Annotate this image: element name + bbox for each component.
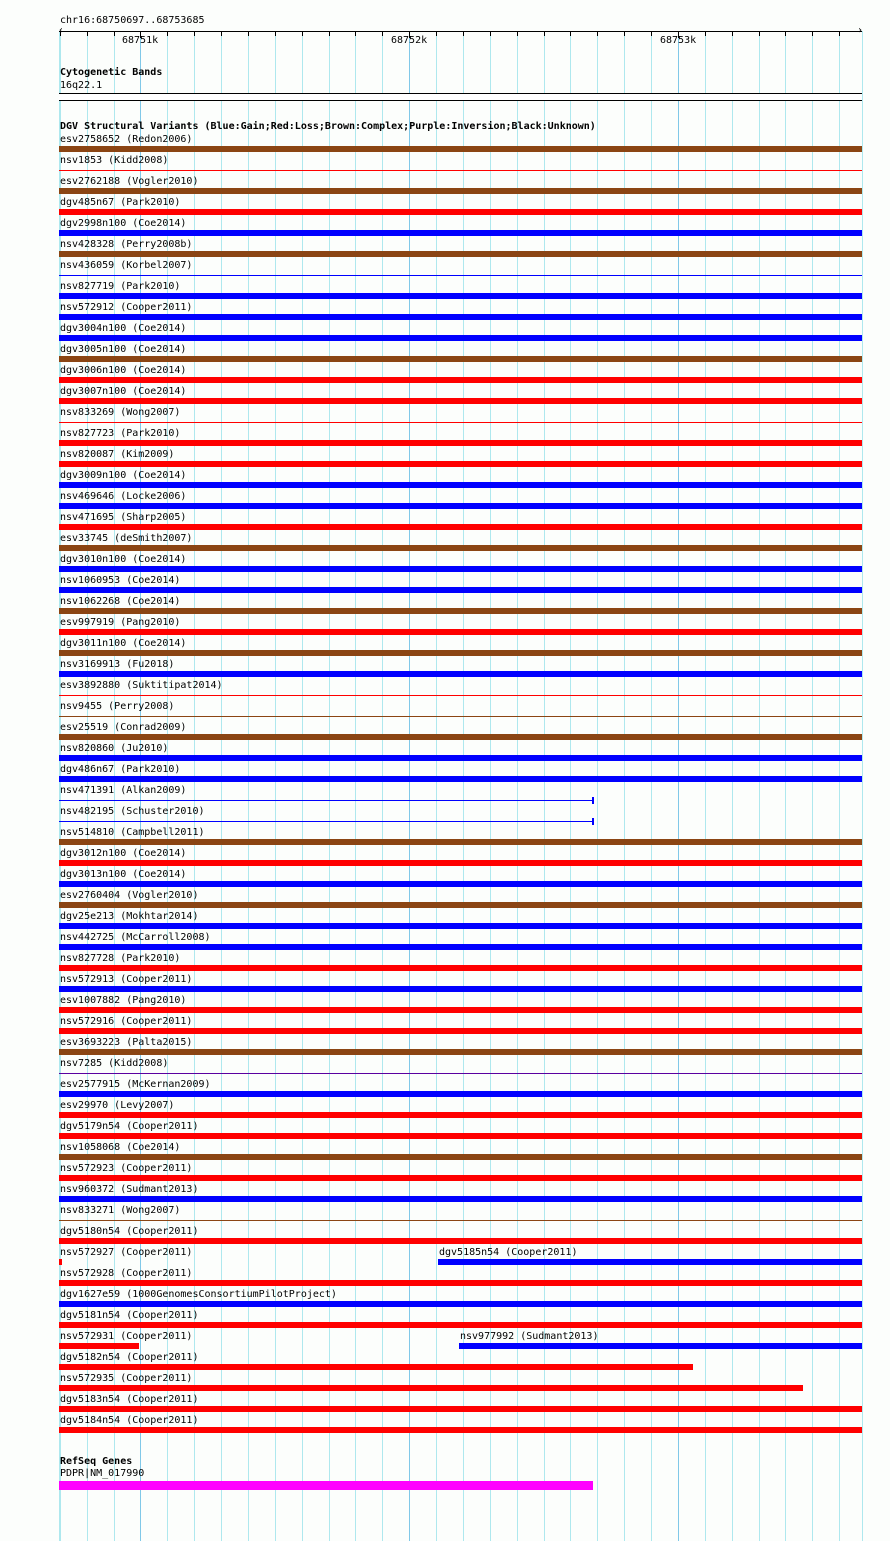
variant-label: nsv9455 (Perry2008) xyxy=(60,701,175,712)
cytoband-label: 16q22.1 xyxy=(60,80,103,91)
variant-line[interactable] xyxy=(59,170,862,171)
variant-bar[interactable] xyxy=(59,671,862,677)
variant-bar[interactable] xyxy=(59,1028,862,1034)
variant-bar[interactable] xyxy=(59,608,862,614)
variant-label: nsv1853 (Kidd2008) xyxy=(60,155,169,166)
variant-label: nsv1062268 (Coe2014) xyxy=(60,596,181,607)
ruler-label: 68753k xyxy=(660,35,697,46)
variant-label: nsv436059 (Korbel2007) xyxy=(60,260,193,271)
variant-bar[interactable] xyxy=(59,902,862,908)
variant-bar[interactable] xyxy=(59,398,862,404)
variant-bar[interactable] xyxy=(59,146,862,152)
variant-line[interactable] xyxy=(59,275,862,276)
grid-line xyxy=(570,31,571,1541)
variant-bar[interactable] xyxy=(59,503,862,509)
grid-line xyxy=(651,31,652,1541)
variant-label: nsv469646 (Locke2006) xyxy=(60,491,187,502)
grid-line xyxy=(624,31,625,1541)
variant-bar[interactable] xyxy=(59,1196,862,1202)
variant-bar[interactable] xyxy=(59,860,862,866)
cytoband-16q22.1[interactable] xyxy=(59,93,862,101)
variant-label: nsv960372 (Sudmant2013) xyxy=(60,1184,199,1195)
variant-label: dgv3007n100 (Coe2014) xyxy=(60,386,187,397)
variant-label: dgv3009n100 (Coe2014) xyxy=(60,470,187,481)
grid-line xyxy=(732,31,733,1541)
grid-line xyxy=(517,31,518,1541)
variant-label: nsv1060953 (Coe2014) xyxy=(60,575,181,586)
variant-label: nsv977992 (Sudmant2013) xyxy=(460,1331,599,1342)
variant-label: dgv5183n54 (Cooper2011) xyxy=(60,1394,199,1405)
variant-label: nsv482195 (Schuster2010) xyxy=(60,806,205,817)
variant-bar[interactable] xyxy=(59,1175,862,1181)
variant-bar[interactable] xyxy=(59,1091,862,1097)
variant-bar[interactable] xyxy=(59,188,862,194)
variant-bar[interactable] xyxy=(59,545,862,551)
variant-bar[interactable] xyxy=(59,1406,862,1412)
gene-feature-pdpr[interactable] xyxy=(59,1481,593,1490)
location-label: chr16:68750697..68753685 xyxy=(60,15,205,26)
variant-bar[interactable] xyxy=(59,566,862,572)
variant-line[interactable] xyxy=(59,716,862,717)
grid-line xyxy=(862,31,863,1541)
variant-label: esv29970 (Levy2007) xyxy=(60,1100,175,1111)
grid-line xyxy=(302,31,303,1541)
grid-line xyxy=(329,31,330,1541)
variant-label: dgv1627e59 (1000GenomesConsortiumPilotProject) xyxy=(60,1289,337,1300)
variant-bar[interactable] xyxy=(59,356,862,362)
variant-label: esv2760404 (Vogler2010) xyxy=(60,890,199,901)
variant-bar[interactable] xyxy=(59,293,862,299)
variant-label: nsv442725 (McCarroll2008) xyxy=(60,932,211,943)
grid-line xyxy=(436,31,437,1541)
ruler-left-arrow[interactable]: ‹ xyxy=(58,25,65,36)
variant-bar[interactable] xyxy=(59,230,862,236)
variant-bar[interactable] xyxy=(59,965,862,971)
variant-bar[interactable] xyxy=(59,524,862,530)
variant-bar[interactable] xyxy=(59,776,862,782)
variant-bar[interactable] xyxy=(59,944,862,950)
variant-label: esv2762188 (Vogler2010) xyxy=(60,176,199,187)
variant-bar[interactable] xyxy=(59,314,862,320)
gene-label: PDPR|NM_017990 xyxy=(60,1468,145,1479)
variant-label: nsv827719 (Park2010) xyxy=(60,281,181,292)
variant-bar[interactable] xyxy=(59,1343,139,1349)
variant-bar[interactable] xyxy=(59,1049,862,1055)
grid-line xyxy=(463,31,464,1541)
variant-bar[interactable] xyxy=(59,1112,862,1118)
variant-label: nsv827728 (Park2010) xyxy=(60,953,181,964)
variant-bar[interactable] xyxy=(59,461,862,467)
variant-label: nsv572913 (Cooper2011) xyxy=(60,974,193,985)
variant-label: nsv820087 (Kim2009) xyxy=(60,449,175,460)
variant-bar[interactable] xyxy=(59,335,862,341)
grid-line xyxy=(409,31,410,1541)
variant-bar[interactable] xyxy=(59,839,862,845)
variant-bar[interactable] xyxy=(59,1133,862,1139)
variant-label: nsv7285 (Kidd2008) xyxy=(60,1058,169,1069)
variant-label: nsv514810 (Campbell2011) xyxy=(60,827,205,838)
variant-bar[interactable] xyxy=(59,1301,862,1307)
grid-line xyxy=(785,31,786,1541)
grid-line xyxy=(275,31,276,1541)
variant-label: nsv572912 (Cooper2011) xyxy=(60,302,193,313)
variant-label: dgv3010n100 (Coe2014) xyxy=(60,554,187,565)
variant-label: nsv572923 (Cooper2011) xyxy=(60,1163,193,1174)
grid-line xyxy=(705,31,706,1541)
variant-label: dgv3005n100 (Coe2014) xyxy=(60,344,187,355)
variant-line[interactable] xyxy=(59,695,862,696)
variant-label: dgv5179n54 (Cooper2011) xyxy=(60,1121,199,1132)
variant-bar[interactable] xyxy=(59,482,862,488)
variant-bar[interactable] xyxy=(59,1154,862,1160)
variant-label: dgv3012n100 (Coe2014) xyxy=(60,848,187,859)
variant-label: dgv485n67 (Park2010) xyxy=(60,197,181,208)
variant-line[interactable] xyxy=(59,1073,862,1074)
variant-bar[interactable] xyxy=(59,629,862,635)
variant-label: dgv3011n100 (Coe2014) xyxy=(60,638,187,649)
variant-bar[interactable] xyxy=(59,1259,62,1265)
variant-bar[interactable] xyxy=(59,1280,862,1286)
variant-label: nsv572927 (Cooper2011) xyxy=(60,1247,193,1258)
variant-label: nsv572916 (Cooper2011) xyxy=(60,1016,193,1027)
variant-label: nsv471391 (Alkan2009) xyxy=(60,785,187,796)
variant-label: nsv827723 (Park2010) xyxy=(60,428,181,439)
variant-label: esv3892880 (Suktitipat2014) xyxy=(60,680,223,691)
variant-bar[interactable] xyxy=(59,1427,862,1433)
variant-label: nsv833269 (Wong2007) xyxy=(60,407,181,418)
variant-line[interactable] xyxy=(59,821,593,822)
variant-label: esv2758652 (Redon2006) xyxy=(60,134,193,145)
variant-line[interactable] xyxy=(59,800,593,801)
variant-label: dgv5180n54 (Cooper2011) xyxy=(60,1226,199,1237)
variant-bar[interactable] xyxy=(59,1238,862,1244)
grid-line xyxy=(248,31,249,1541)
variant-label: nsv3169913 (Fu2018) xyxy=(60,659,175,670)
grid-line xyxy=(490,31,491,1541)
variant-bar[interactable] xyxy=(59,650,862,656)
variant-label: dgv5182n54 (Cooper2011) xyxy=(60,1352,199,1363)
ruler-line xyxy=(59,31,862,32)
refseq-track-title: RefSeq Genes xyxy=(60,1456,133,1467)
variant-end-cap xyxy=(592,797,594,804)
variant-bar[interactable] xyxy=(59,440,862,446)
variant-label: dgv3006n100 (Coe2014) xyxy=(60,365,187,376)
variant-label: esv2577915 (McKernan2009) xyxy=(60,1079,211,1090)
variant-label: esv997919 (Pang2010) xyxy=(60,617,181,628)
variant-bar[interactable] xyxy=(59,1364,693,1370)
variant-label: dgv486n67 (Park2010) xyxy=(60,764,181,775)
grid-line xyxy=(812,31,813,1541)
variant-bar[interactable] xyxy=(59,881,862,887)
variant-label: esv33745 (deSmith2007) xyxy=(60,533,193,544)
dgv-track-title: DGV Structural Variants (Blue:Gain;Red:Loss;Brown:Complex;Purple:Inversion;Black:Unknown) xyxy=(60,121,596,132)
ruler-right-arrow[interactable]: › xyxy=(857,25,864,36)
variant-label: dgv3013n100 (Coe2014) xyxy=(60,869,187,880)
variant-bar[interactable] xyxy=(59,755,862,761)
variant-bar[interactable] xyxy=(59,734,862,740)
variant-bar[interactable] xyxy=(59,251,862,257)
variant-label: dgv25e213 (Mokhtar2014) xyxy=(60,911,199,922)
variant-label: esv25519 (Conrad2009) xyxy=(60,722,187,733)
variant-bar[interactable] xyxy=(59,1007,862,1013)
grid-line xyxy=(355,31,356,1541)
variant-label: nsv471695 (Sharp2005) xyxy=(60,512,187,523)
ruler-label: 68752k xyxy=(391,35,428,46)
grid-line xyxy=(221,31,222,1541)
variant-label: esv3693223 (Palta2015) xyxy=(60,1037,193,1048)
variant-label: nsv428328 (Perry2008b) xyxy=(60,239,193,250)
variant-bar[interactable] xyxy=(59,986,862,992)
variant-label: dgv3004n100 (Coe2014) xyxy=(60,323,187,334)
variant-label: nsv572928 (Cooper2011) xyxy=(60,1268,193,1279)
variant-label: dgv5181n54 (Cooper2011) xyxy=(60,1310,199,1321)
cytoband-track-title: Cytogenetic Bands xyxy=(60,67,163,78)
variant-label: nsv820860 (Ju2010) xyxy=(60,743,169,754)
variant-label: dgv2998n100 (Coe2014) xyxy=(60,218,187,229)
grid-line xyxy=(597,31,598,1541)
variant-bar[interactable] xyxy=(59,1385,803,1391)
variant-label: dgv5185n54 (Cooper2011) xyxy=(439,1247,578,1258)
grid-line xyxy=(678,31,679,1541)
variant-line[interactable] xyxy=(59,1220,862,1221)
variant-label: nsv1058068 (Coe2014) xyxy=(60,1142,181,1153)
variant-bar[interactable] xyxy=(438,1259,862,1265)
grid-line xyxy=(544,31,545,1541)
grid-line xyxy=(382,31,383,1541)
variant-bar[interactable] xyxy=(59,1322,862,1328)
grid-line xyxy=(839,31,840,1541)
variant-label: dgv5184n54 (Cooper2011) xyxy=(60,1415,199,1426)
variant-bar[interactable] xyxy=(59,377,862,383)
variant-bar[interactable] xyxy=(59,587,862,593)
ruler-label: 68751k xyxy=(122,35,159,46)
variant-line[interactable] xyxy=(59,422,862,423)
variant-bar[interactable] xyxy=(59,923,862,929)
variant-label: esv1007882 (Pang2010) xyxy=(60,995,187,1006)
variant-end-cap xyxy=(592,818,594,825)
grid-line xyxy=(759,31,760,1541)
variant-label: nsv833271 (Wong2007) xyxy=(60,1205,181,1216)
variant-bar[interactable] xyxy=(459,1343,862,1349)
variant-label: nsv572935 (Cooper2011) xyxy=(60,1373,193,1384)
variant-label: nsv572931 (Cooper2011) xyxy=(60,1331,193,1342)
variant-bar[interactable] xyxy=(59,209,862,215)
